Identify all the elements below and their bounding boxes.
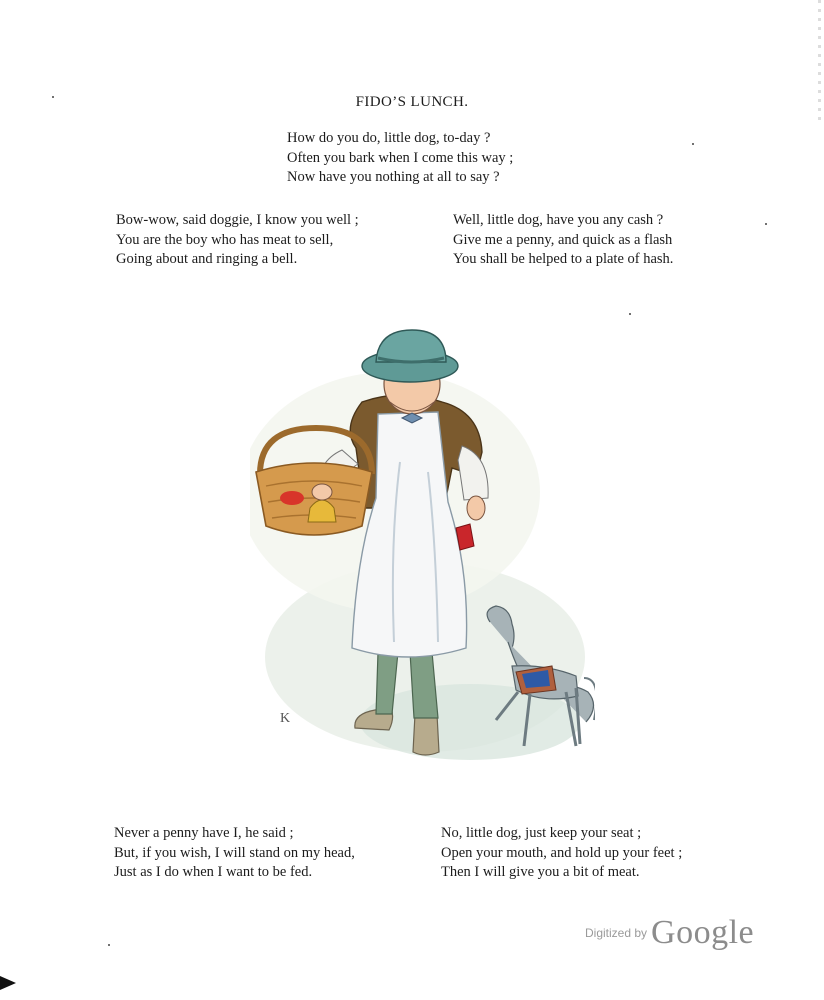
butcher-boy-and-dog-illustration: [250, 322, 595, 762]
stanza-line: Never a penny have I, he said ;: [114, 825, 294, 841]
stanza-4: [114, 824, 355, 883]
stanza-line: Often you bark when I come this way ;: [287, 149, 514, 166]
digitized-by-google-watermark: [585, 914, 754, 952]
stanza-line: You are the boy who has meat to sell,: [116, 231, 334, 248]
stanza-1: [287, 129, 513, 188]
paper-speck: [692, 143, 694, 145]
stanza-line: Now have you nothing at all to say ?: [287, 169, 500, 185]
page-corner-mark: [0, 976, 16, 990]
paper-speck: [765, 223, 767, 225]
stanza-line: Well, little dog, have you any cash ?: [453, 212, 664, 228]
artist-monogram: K: [280, 711, 291, 726]
stanza-2: [116, 211, 359, 270]
digitized-by-text: Digitized by: [585, 926, 648, 940]
paper-speck: [52, 96, 54, 98]
stanza-3: [453, 211, 673, 270]
stanza-line: Give me a penny, and quick as a flash: [453, 231, 673, 248]
stanza-line: But, if you wish, I will stand on my head,: [114, 844, 355, 861]
paper-speck: [629, 313, 631, 315]
stanza-line: Bow-wow, said doggie, I know you well ;: [116, 212, 359, 228]
stanza-line: You shall be helped to a plate of hash.: [453, 251, 674, 267]
google-logo: Google: [651, 914, 755, 951]
stanza-line: Then I will give you a bit of meat.: [441, 864, 640, 880]
stanza-line: Going about and ringing a bell.: [116, 251, 298, 267]
stanza-line: No, little dog, just keep your seat ;: [441, 825, 642, 841]
stanza-5: [441, 824, 682, 883]
paper-speck: [108, 944, 110, 946]
stanza-line: How do you do, little dog, to-day ?: [287, 130, 491, 146]
stanza-line: Open your mouth, and hold up your feet ;: [441, 844, 683, 861]
stanza-line: Just as I do when I want to be fed.: [114, 864, 313, 880]
poem-title: FIDO’S LUNCH.: [355, 94, 469, 110]
